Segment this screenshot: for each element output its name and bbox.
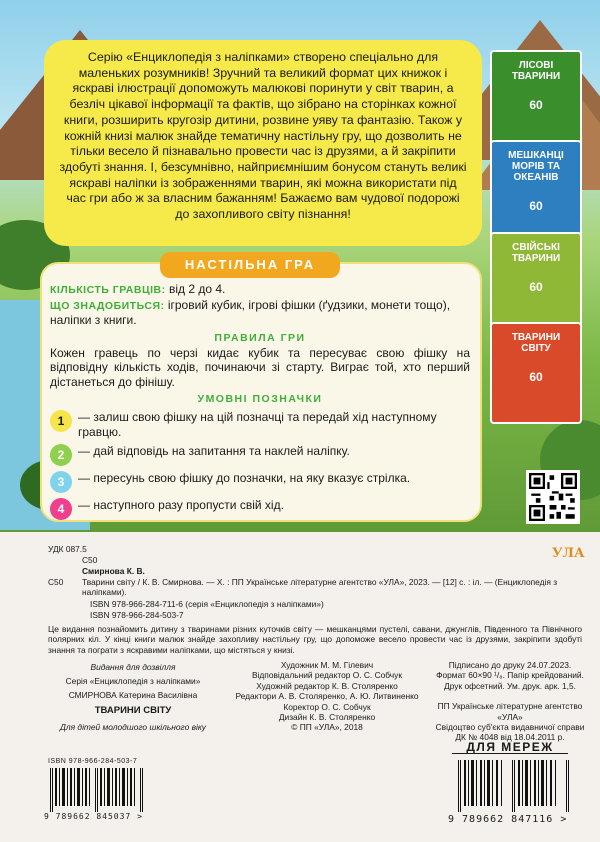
board-game-title: НАСТІЛЬНА ГРА (160, 252, 340, 278)
book-title: СВІЙСЬКІ ТВАРИНИ (511, 242, 561, 264)
c50-index: С50 (48, 577, 64, 587)
legend-text: — залиш свою фішку на цій позначці та передай хід наступному гравцю. (78, 410, 437, 439)
series-line: Серія «Енциклопедія з наліпками» (65, 676, 201, 686)
players-value: від 2 до 4. (165, 282, 226, 296)
legend-item (50, 410, 470, 439)
series-book-cover (490, 322, 582, 424)
book-title-imprint: ТВАРИНИ СВІТУ (94, 705, 172, 716)
legend-text: — пересунь свою фішку до позначки, на яку вказує стрілка. (78, 471, 411, 485)
series-book-cover (490, 50, 582, 152)
sticker-count: 60 (529, 98, 543, 112)
c50-index: С50 (82, 555, 98, 565)
players-label: КІЛЬКІСТЬ ГРАВЦІВ: (50, 284, 166, 296)
legend-text: — дай відповідь на запитання та наклей наліпку. (78, 444, 350, 458)
intro-text: Серію «Енциклопедія з наліпками» створено спеціально для маленьких розумників! Зручний та великий формат цих книжок і яскраві ілюстрації допоможуть малюкові поринути у світ тварин, а безліч цікавої інформації та фактів, що зібрано на сторінках кожної книги, розширить кругозір дитини, розвине уяву та фантазію. Також у кожній книзі малюк знайде тематичну настільну гру, що дозволить не тільки весело й пізнавально провести час із друзями, а й закріпити здобуті знання. І, безсумнівно, найприємнішим бонусом стануть великі яскраві наліпки із зображеннями тварин, які можна використати під час гри або ж за власним бажанням! Бажаємо вам чудової подорожі до захопливого світу пізнання! (59, 50, 467, 222)
credit-line: Художник М. М. Гілевич (280, 660, 374, 670)
bibliographic-description: Тварини світу / К. В. Смирнова. — Х. : ПП Українське літературне агентство «УЛА», 2023. — [12] с. : іл. — (Енциклопедія з наліпками). (82, 577, 558, 598)
barcode-number: 9 789662 847116 > (448, 814, 568, 825)
intro-box (44, 40, 482, 246)
legend-mark-1: 1 (50, 410, 72, 432)
print-details (430, 660, 590, 743)
annotation: Це видання познайомить дитину з тваринами різних куточків світу — мешканцями пустелі, савани, джунглів, Південного та Північного полярних кіл. У кінці книги малюк знайде захопливу настільну гру, що допоможе весело провести час із друзями, закріпити здобуті знання та пограти з яскравими наліпками, що містяться у книзі. (48, 624, 582, 655)
credits (232, 660, 422, 733)
barcode-icon (48, 768, 146, 812)
credit-line: Художній редактор К. В. Столяренко (256, 680, 398, 691)
qr-code-icon (529, 473, 577, 521)
udk-line: УДК 087.5 (48, 544, 87, 554)
marks-heading: УМОВНІ ПОЗНАЧКИ (197, 393, 323, 405)
publisher-line: ПП Українське літературне агентство «УЛА» (437, 701, 583, 722)
legend-item (50, 471, 470, 493)
sticker-count: 60 (529, 370, 543, 384)
legend-item (50, 444, 470, 466)
series-book-cover (490, 140, 582, 242)
author-heading: Смирнова К. В. (82, 566, 145, 576)
legend-text: — наступного разу пропусти свій хід. (78, 498, 284, 512)
needed-label: ЩО ЗНАДОБИТЬСЯ: (50, 299, 165, 312)
players-line (50, 282, 470, 298)
rules-heading: ПРАВИЛА ГРИ (214, 331, 306, 344)
print-line: Формат 60×90 ¹/₈. Папір крейдований. (436, 670, 584, 681)
spacer (430, 691, 590, 701)
credit-line: Редактори А. В. Столяренко, А. Ю. Литвиненко (235, 691, 419, 702)
credit-line: Коректор О. С. Собчук (283, 701, 371, 712)
copyright-line: © ПП «УЛА», 2018 (291, 722, 363, 733)
credit-line: Відповідальний редактор О. С. Собчук (251, 670, 403, 681)
sticker-count: 60 (529, 199, 543, 213)
print-line: Підписано до друку 24.07.2023. (448, 660, 572, 670)
publisher-line: Свідоцтво суб'єкта видавничої справи (435, 722, 585, 733)
isbn-series: ISBN 978-966-284-711-6 (серія «Енциклопедія з наліпками») (90, 599, 324, 609)
series-book-cover (490, 232, 582, 334)
legend-mark-3: 3 (50, 471, 72, 493)
book-title: МЕШКАНЦІ МОРІВ ТА ОКЕАНІВ (508, 150, 564, 183)
net-label: ДЛЯ МЕРЕЖ (452, 740, 568, 754)
barcode-icon (456, 760, 572, 812)
sticker-count: 60 (529, 280, 543, 294)
isbn-book: ISBN 978-966-284-503-7 (90, 610, 184, 620)
publisher-line: ДК № 4048 від 18.04.2011 р. (455, 732, 565, 743)
barcode-isbn-label: ISBN 978-966-284-503-7 (48, 758, 138, 765)
legend-item (50, 498, 470, 520)
legend-mark-2: 2 (50, 444, 72, 466)
book-title: ЛІСОВІ ТВАРИНИ (511, 60, 561, 82)
credit-line: Дизайн К. В. Столяренко (278, 712, 376, 723)
edition-note: Видання для дозвілля (90, 662, 176, 672)
qr-code[interactable] (526, 470, 580, 524)
audience-note: Для дітей молодшого шкільного віку (60, 722, 206, 732)
print-line: Друк офсетний. Ум. друк. арк. 1,5. (444, 680, 576, 691)
legend-mark-4: 4 (50, 498, 72, 520)
board-game-box (40, 257, 482, 522)
publisher-logo: УЛА (552, 546, 585, 561)
rules-text: Кожен гравець по черзі кидає кубик та пересуває свою фішку на відповідну кількість ходів, починаючи зі старту. Виграє той, хто перший дістанеться до фінішу. (50, 345, 470, 389)
author-full: СМИРНОВА Катерина Василівна (68, 690, 198, 700)
needed-value: ігровий кубик, ігрові фішки (ґудзики, монети тощо), наліпки з книги. (50, 297, 451, 327)
barcode-number: 9 789662 845037 > (44, 812, 143, 821)
needed-line (50, 298, 470, 328)
book-title: ТВАРИНИ СВІТУ (511, 332, 561, 354)
